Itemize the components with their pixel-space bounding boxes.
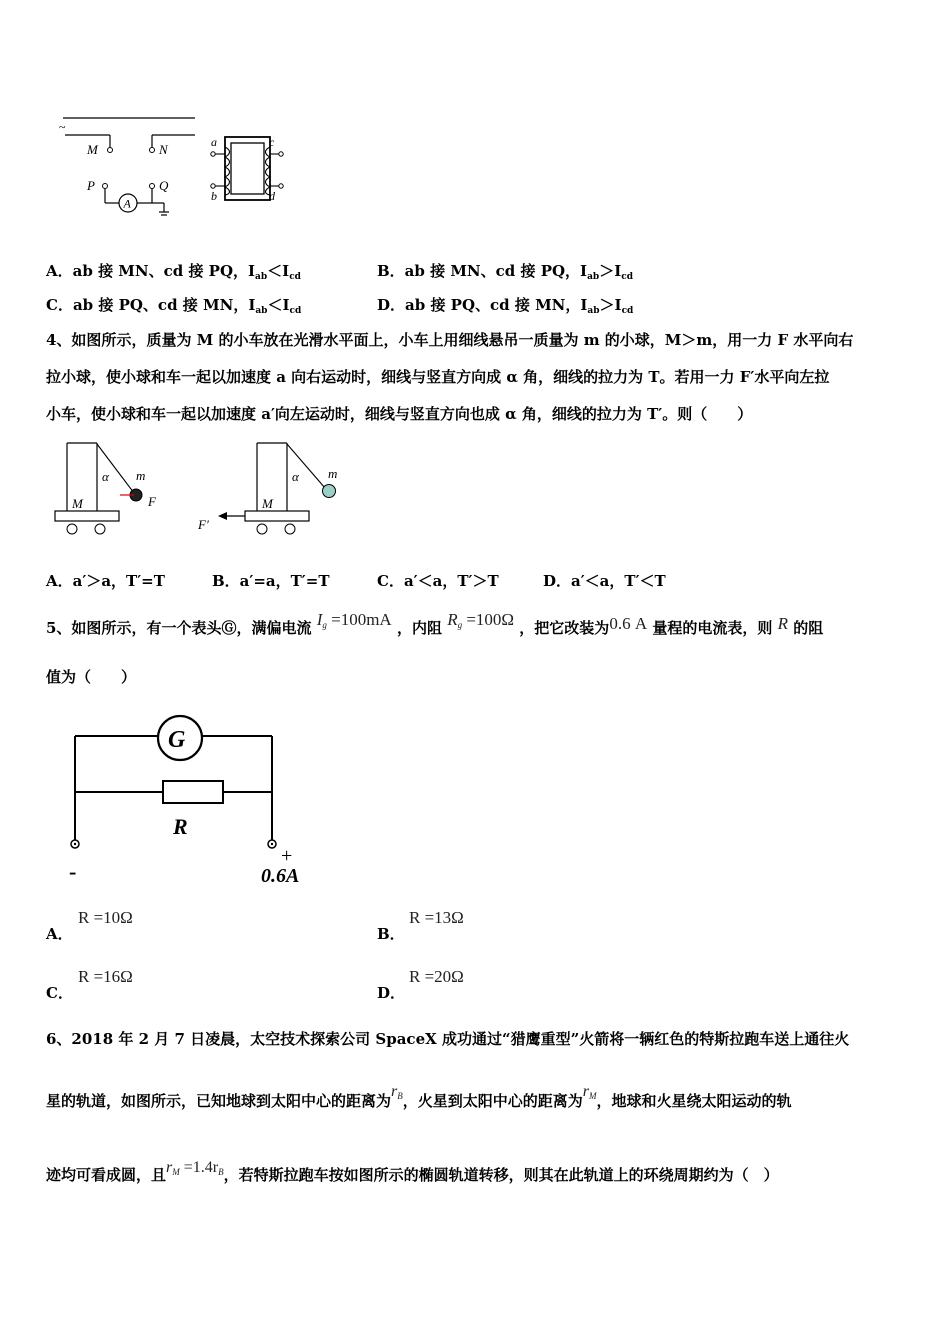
coil-terminal-a: a [211,135,217,149]
q4-stem-line1: 4、如图所示，质量为 M 的小车放在光滑水平面上，小车上用细线悬吊一质量为 m 的小球，M＞m，用一力 F 水平向右 [46,331,854,349]
q6-stem-line2 [46,1083,792,1116]
eq-r-symbol: r [166,1159,173,1176]
q3-option-c [46,295,301,321]
cart-left [55,443,157,534]
ammeter-label: A [123,196,131,211]
q6-line2-part-b: ，火星到太阳中心的距离为 [402,1092,583,1110]
q5-option-b-label: B． [377,925,405,943]
q4-cart-figures [50,436,370,541]
rg-symbol: R [447,610,458,629]
q5-text-4: 量程的电流表，则 [652,619,773,637]
range-label: 0.6A [261,865,300,887]
rb-formula [391,1083,403,1100]
q5-stem-line1 [46,610,824,643]
galvanometer-label: G [168,727,186,753]
cart-m-label-right: M [262,496,273,511]
coil-terminal-d: d [269,189,275,203]
sub: cd [621,306,634,316]
ig-subscript: g [322,620,327,630]
eq-subscript-m: M [172,1167,180,1177]
rb-symbol: r [391,1083,398,1100]
terminal-p-label: P [87,178,95,193]
q3-option-b-text: B．ab 接 MN、cd 接 PQ，I [377,262,588,280]
force-f-label: F [148,494,156,509]
q6-line2-part-c: ，地球和火星绕太阳运动的轨 [596,1092,792,1110]
eq-subscript-b: B [218,1167,224,1177]
q3-option-b-mid: ＞I [599,262,622,280]
resistor-symbol [163,781,223,803]
coil-terminal-b: b [211,189,217,203]
q5-option-a-label: A． [46,925,73,943]
sub: ab [255,306,268,316]
terminal-q-label: Q [159,178,169,193]
transformer-symbol [225,137,270,200]
plus-sign-label: + [281,845,293,867]
q6-line3-part-a: 迹均可看成圆，且 [46,1166,167,1184]
q4-stem-line2: 拉小球，使小球和车一起以加速度 a 向右运动时，细线与竖直方向成 α 角，细线的拉力为 T。若用一力 F′水平向左拉 [46,368,830,386]
rm-symbol: r [582,1083,589,1100]
cart-m-label-left: M [72,496,83,511]
range-value: 0.6 A [609,614,648,633]
sub: ab [587,272,600,282]
q5-text-5: 的阻 [793,619,824,637]
q3-option-d-mid: ＞I [599,296,622,314]
minus-sign-label: - [69,859,77,884]
q6-line2-part-a: 星的轨道，如图所示，已知地球到太阳中心的距离为 [46,1092,392,1110]
q3-option-d [377,295,633,321]
q3-option-d-text: D．ab 接 PQ、cd 接 MN，I [377,296,588,314]
force-f-prime-label: F′ [198,517,209,532]
q3-option-c-mid: ＜I [267,296,290,314]
q5-text-3: ，把它改装为 [519,619,610,637]
q3-option-a-mid: ＜I [267,262,290,280]
q5-option-c-label: C． [46,984,73,1002]
q3-option-c-text: C．ab 接 PQ、cd 接 MN，I [46,296,256,314]
terminal-m-label: M [87,142,98,157]
q5-stem-line2: 值为（ ） [46,668,137,686]
ig-value: =100mA [331,610,392,629]
rm-formula [583,1083,597,1100]
rb-subscript: B [397,1091,403,1101]
sub: cd [289,306,302,316]
q5-option-d-label: D． [377,984,406,1002]
q4-option-b: B．a′=a，T′=T [212,572,330,590]
q3-option-b [377,261,633,287]
q5-ammeter-circuit [55,710,335,890]
q6-stem-line3 [46,1159,779,1190]
alpha-label-right: α [292,469,299,484]
sub: cd [289,272,301,282]
ig-formula [317,610,392,629]
q5-option-a-value: R =10Ω [78,908,133,927]
sub: ab [255,272,268,282]
q5-option-b-value: R =13Ω [409,908,464,927]
ratio-formula [166,1159,224,1176]
sub: cd [621,272,634,282]
sub: ab [587,306,600,316]
rg-subscript: g [457,620,463,630]
cart-right [197,443,337,534]
ac-source-symbol: ~ [59,120,66,134]
q4-stem-line3: 小车，使小球和车一起以加速度 a′向左运动时，细线与竖直方向也成 α 角，细线的拉力为 T′。则（ ） [46,405,753,423]
q3-circuit-figure [55,110,295,220]
q5-option-c-value: R =16Ω [78,967,133,986]
q5-option-d-value: R =20Ω [409,967,464,986]
r-symbol: R [777,614,788,633]
q4-option-a: A．a′＞a，T′=T [46,572,165,590]
alpha-label-left: α [102,469,109,484]
q4-option-d: D．a′＜a，T′＜T [543,572,666,590]
q3-option-a [46,261,301,287]
eq-middle: =1.4r [179,1159,219,1176]
q3-option-a-text: A．ab 接 MN、cd 接 PQ，I [46,262,256,280]
ball-m-label-left: m [136,468,146,483]
q4-option-c: C．a′＜a，T′＞T [377,572,499,590]
rg-value: =100Ω [466,610,515,629]
rg-formula [447,610,514,629]
ball-m-label-right: m [328,466,338,481]
rm-subscript: M [589,1091,597,1101]
q5-text-2: ，内阻 [396,619,442,637]
q6-line3-part-b: ，若特斯拉跑车按如图所示的椭圆轨道转移，则其在此轨道上的环绕周期约为（ ） [223,1166,779,1184]
q6-stem-line1: 6、2018 年 2 月 7 日凌晨，太空技术探索公司 SpaceX 成功通过“猎鹰重型”火箭将一辆红色的特斯拉跑车送上通往火 [46,1030,850,1048]
terminal-n-label: N [159,142,168,157]
ig-symbol: I [316,610,323,629]
coil-terminal-c: c [269,135,275,149]
q5-text-1: 5、如图所示，有一个表头Ⓖ，满偏电流 [46,619,312,637]
resistor-label: R [173,814,188,839]
